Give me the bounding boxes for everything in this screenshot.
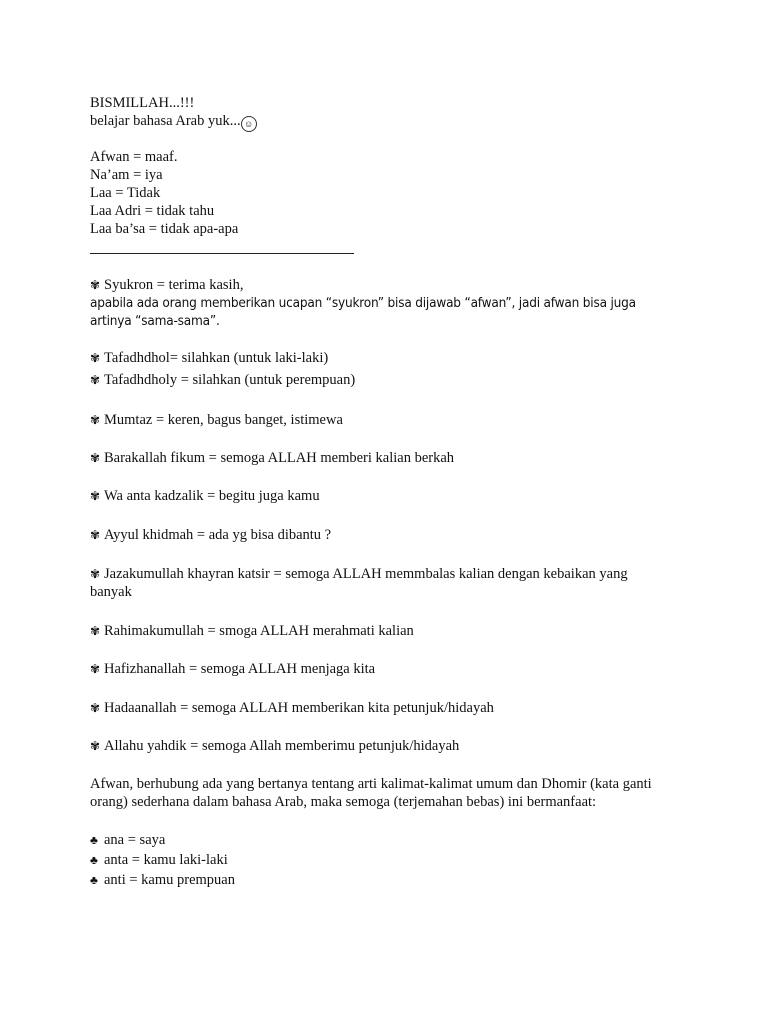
flower-bullet-icon: ✾ [90, 662, 101, 676]
phrase-continuation: banyak [90, 584, 132, 600]
maple-leaf-bullet-icon: ♣ [90, 853, 98, 867]
doc-subtitle [90, 112, 257, 132]
flower-bullet-icon: ✾ [90, 701, 101, 715]
flower-bullet-icon: ✾ [90, 451, 101, 465]
smiley-face-icon: ☺ [241, 116, 257, 132]
flower-bullet-icon: ✾ [90, 278, 101, 292]
intro-paragraph: orang) sederhana dalam bahasa Arab, maka semoga (terjemahan bebas) ini bermanfaat: [90, 794, 597, 810]
phrase-text: Tafadhdholy = silahkan (untuk perempuan) [104, 372, 356, 388]
pronoun-item [90, 831, 165, 849]
phrase-text: Syukron = terima kasih, [104, 277, 244, 293]
phrase-item [90, 411, 343, 429]
phrase-text: Wa anta kadzalik = begitu juga kamu [104, 488, 320, 504]
basic-item: Laa Adri = tidak tahu [90, 203, 215, 219]
basic-item: Laa = Tidak [90, 185, 161, 201]
phrase-text: Ayyul khidmah = ada yg bisa dibantu ? [104, 527, 332, 543]
syukron-note: artinya “sama-sama”. [90, 313, 220, 329]
phrase-item [90, 565, 628, 583]
pronoun-text: anta = kamu laki-laki [104, 852, 228, 868]
flower-bullet-icon: ✾ [90, 351, 101, 365]
flower-bullet-icon: ✾ [90, 567, 101, 581]
intro-paragraph: Afwan, berhubung ada yang bertanya tentang arti kalimat-kalimat umum dan Dhomir (kata ganti [90, 776, 652, 792]
phrase-item [90, 737, 459, 755]
phrase-item [90, 276, 243, 294]
phrase-text: Barakallah fikum = semoga ALLAH memberi kalian berkah [104, 450, 455, 466]
phrase-text: Mumtaz = keren, bagus banget, istimewa [104, 412, 343, 428]
pronoun-item [90, 851, 228, 869]
doc-title: BISMILLAH...!!! [90, 95, 195, 111]
pronoun-item [90, 871, 235, 889]
divider [90, 253, 354, 254]
phrase-text: Hafizhanallah = semoga ALLAH menjaga kita [104, 661, 376, 677]
flower-bullet-icon: ✾ [90, 528, 101, 542]
phrase-item [90, 526, 331, 544]
pronoun-text: ana = saya [104, 832, 166, 848]
phrase-item [90, 449, 454, 467]
phrase-text: Hadaanallah = semoga ALLAH memberikan kita petunjuk/hidayah [104, 700, 494, 716]
phrase-item [90, 699, 494, 717]
phrase-text: Allahu yahdik = semoga Allah memberimu petunjuk/hidayah [104, 738, 460, 754]
syukron-note: apabila ada orang memberikan ucapan “syukron” bisa dijawab “afwan”, jadi afwan bisa juga [90, 295, 636, 311]
phrase-item [90, 371, 355, 389]
phrase-text: Jazakumullah khayran katsir = semoga ALLAH memmbalas kalian dengan kebaikan yang [104, 566, 628, 582]
maple-leaf-bullet-icon: ♣ [90, 833, 98, 847]
phrase-item [90, 660, 375, 678]
subtitle-text: belajar bahasa Arab yuk... [90, 113, 241, 129]
phrase-item [90, 487, 320, 505]
phrase-item [90, 349, 328, 367]
maple-leaf-bullet-icon: ♣ [90, 873, 98, 887]
phrase-text: Tafadhdhol= silahkan (untuk laki-laki) [104, 350, 329, 366]
phrase-item [90, 622, 414, 640]
flower-bullet-icon: ✾ [90, 624, 101, 638]
basic-item: Afwan = maaf. [90, 149, 178, 165]
flower-bullet-icon: ✾ [90, 739, 101, 753]
flower-bullet-icon: ✾ [90, 413, 101, 427]
phrase-text: Rahimakumullah = smoga ALLAH merahmati kalian [104, 623, 414, 639]
basic-item: Laa ba’sa = tidak apa-apa [90, 221, 239, 237]
pronoun-text: anti = kamu prempuan [104, 872, 235, 888]
basic-item: Na’am = iya [90, 167, 163, 183]
flower-bullet-icon: ✾ [90, 373, 101, 387]
flower-bullet-icon: ✾ [90, 489, 101, 503]
